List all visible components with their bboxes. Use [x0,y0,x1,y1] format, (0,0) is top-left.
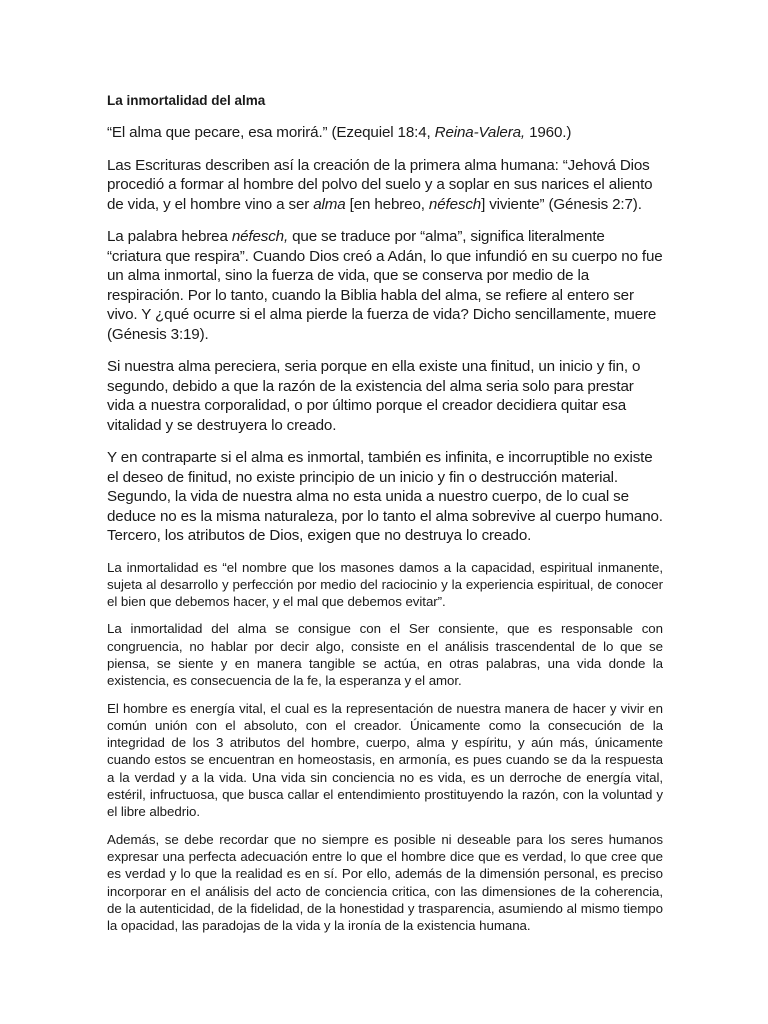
paragraph-nefesch [107,227,663,344]
epigraph-version: Reina-Valera, [434,124,525,141]
epigraph-text: “El alma que pecare, esa morirá.” (Ezequiel 18:4, [107,124,435,141]
paragraph-masons: La inmortalidad es “el nombre que los masones damos a la capacidad, espiritual inmanente, sujeta al desarrollo y perfección por medio del raciocinio y la experiencia espiritual, de conocer el bien que debemos hacer, y el mal que debemos evitar”. [107,559,663,610]
small-text-section [107,559,663,935]
paragraph-creation [107,156,663,215]
paragraph-immortal: Y en contraparte si el alma es inmortal, también es infinita, e incorruptible no existe el deseo de finitud, no existe principio de un inicio y fin o destrucción material. Segundo, la vida de nuestra alma no esta unida a nuestro cuerpo, de lo cual se deduce no es la misma naturaleza, por lo tanto el alma sobrevive al cuerpo humano. Tercero, los atributos de Dios, exigen que no destruya lo creado. [107,449,663,544]
paragraph-text: La palabra hebrea [107,228,232,245]
paragraph-vital-energy: El hombre es energía vital, el cual es la representación de nuestra manera de hacer y vivir en común unión con el absoluto, con el creador. Únicamente como la consecución de la integridad de los 3 atributos del hombre, cuerpo, alma y espíritu, y aún más, únicamente cuando estos se encuentran en homeostasis, en armonía, es pues cuando se da la respuesta a la verdad y a la vida. Una vida sin conciencia no es vida, es un derroche de energía vital, estéril, infructuosa, que busca callar el entendimiento prostituyendo la razón, con la voluntad y el libre albedrio. [107,700,663,820]
paragraph-perish: Si nuestra alma pereciera, seria porque en ella existe una finitud, un inicio y fin, o segundo, debido a que la razón de la existencia del alma seria solo para prestar vida a nuestra corporalidad, o por último porque el creador decidiera quitar esa vitalidad y se destruyera lo creado. [107,358,641,434]
paragraph-truth: Además, se debe recordar que no siempre es posible ni deseable para los seres humanos expresar una perfecta adecuación entre lo que el hombre dice que es verdad, lo que cree que es verdad y lo que la realidad es en sí. Por ello, además de la dimensión personal, es preciso incorporar en el análisis del acto de conciencia critica, con las dimensiones de la coherencia, de la autenticidad, de la fidelidad, de la honestidad y trasparencia, asumiendo al mismo tiempo la opacidad, las paradojas de la vida y la ironía de la existencia humana. [107,831,663,934]
italic-term: néfesch, [231,228,289,245]
document-title: La inmortalidad del alma [107,93,266,108]
italic-term: alma [313,195,346,213]
paragraph-text: ] viviente” (Génesis 2:7). [481,195,642,213]
epigraph-paragraph [107,123,663,143]
paragraph-text: [en hebreo, [345,195,429,213]
large-text-section [107,123,663,546]
epigraph-year: 1960.) [525,124,572,141]
paragraph-text: Las Escrituras describen así la creación de la primera alma humana: “Jehová Dios procedió a formar al hombre del polvo del suelo y a soplar en sus narices el aliento de vida, y el hombre vino a ser [107,156,653,213]
italic-term: néfesch [428,195,482,213]
paragraph-conscious-being: La inmortalidad del alma se consigue con el Ser consiente, que es responsable con congruencia, no hablar por decir algo, consiste en el análisis trascendental de lo que se piensa, se siente y en manera tangible se actúa, en otras palabras, una vida donde la existencia, es consecuencia de la fe, la esperanza y el amor. [107,621,663,689]
document-body [107,92,663,944]
paragraph-text: que se traduce por “alma”, significa literalmente “criatura que respira”. Cuando Dios creó a Adán, lo que infundió en su cuerpo no fue un alma inmortal, sino la fuerza de vida, que se conserva por medio de la respiración. Por lo tanto, cuando la Biblia habla del alma, se refiere al entero ser vivo. Y ¿qué ocurre si el alma pierde la fuerza de vida? Dicho sencillamente, muere (Génesis 3:19). [107,228,663,343]
